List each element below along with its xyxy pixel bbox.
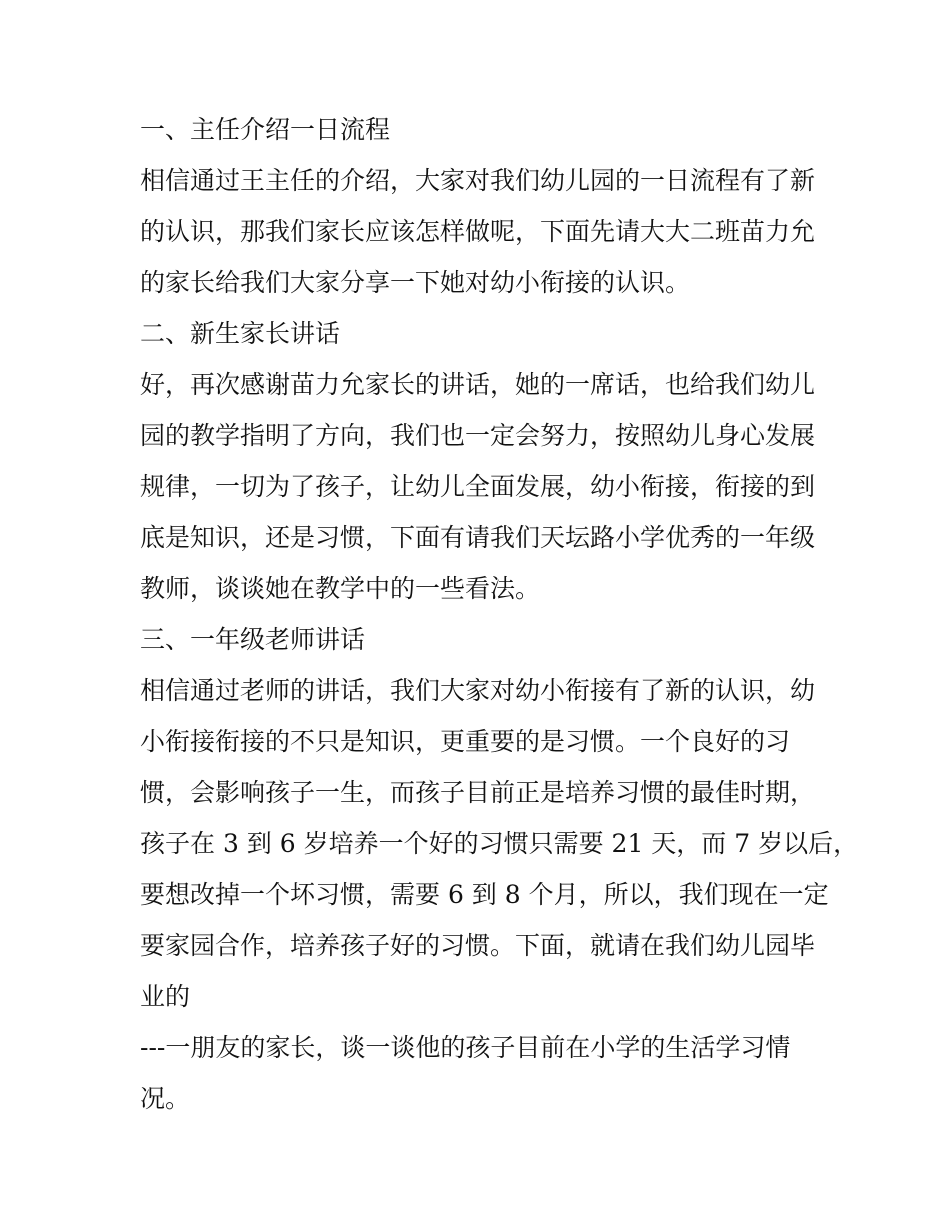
paragraph-line: 况。 [140,1084,191,1113]
paragraph-line: 规律，一切为了孩子，让幼儿全面发展，幼小衔接，衔接的到 [140,472,816,501]
section-heading-3: 三、一年级老师讲话 [140,625,366,654]
paragraph-line: 好，再次感谢苗力允家长的讲话，她的一席话，也给我们幼儿 [140,370,816,399]
paragraph-line: 要想改掉一个坏习惯，需要 6 到 8 个月，所以，我们现在一定 [140,880,829,909]
paragraph-line: 业的 [140,982,191,1011]
section-heading-2: 二、新生家长讲话 [140,319,341,348]
paragraph-line: 相信通过王主任的介绍，大家对我们幼儿园的一日流程有了新 [140,166,816,195]
document-body [140,104,859,1124]
paragraph-line: 惯，会影响孩子一生，而孩子目前正是培养习惯的最佳时期， [140,778,816,807]
paragraph-line: ---一朋友的家长，谈一谈他的孩子目前在小学的生活学习情 [140,1033,791,1062]
paragraph-line: 孩子在 3 到 6 岁培养一个好的习惯只需要 21 天，而 7 岁以后， [140,829,859,858]
paragraph-line: 小衔接衔接的不只是知识，更重要的是习惯。一个良好的习 [140,727,791,756]
paragraph-line: 的家长给我们大家分享一下她对幼小衔接的认识。 [140,268,691,297]
paragraph-line: 相信通过老师的讲话，我们大家对幼小衔接有了新的认识，幼 [140,676,816,705]
paragraph-line: 底是知识，还是习惯，下面有请我们天坛路小学优秀的一年级 [140,523,816,552]
section-heading-1: 一、主任介绍一日流程 [140,115,391,144]
paragraph-line: 要家园合作，培养孩子好的习惯。下面，就请在我们幼儿园毕 [140,931,816,960]
paragraph-line: 的认识，那我们家长应该怎样做呢，下面先请大大二班苗力允 [140,217,816,246]
paragraph-line: 教师，谈谈她在教学中的一些看法。 [140,574,541,603]
paragraph-line: 园的教学指明了方向，我们也一定会努力，按照幼儿身心发展 [140,421,816,450]
